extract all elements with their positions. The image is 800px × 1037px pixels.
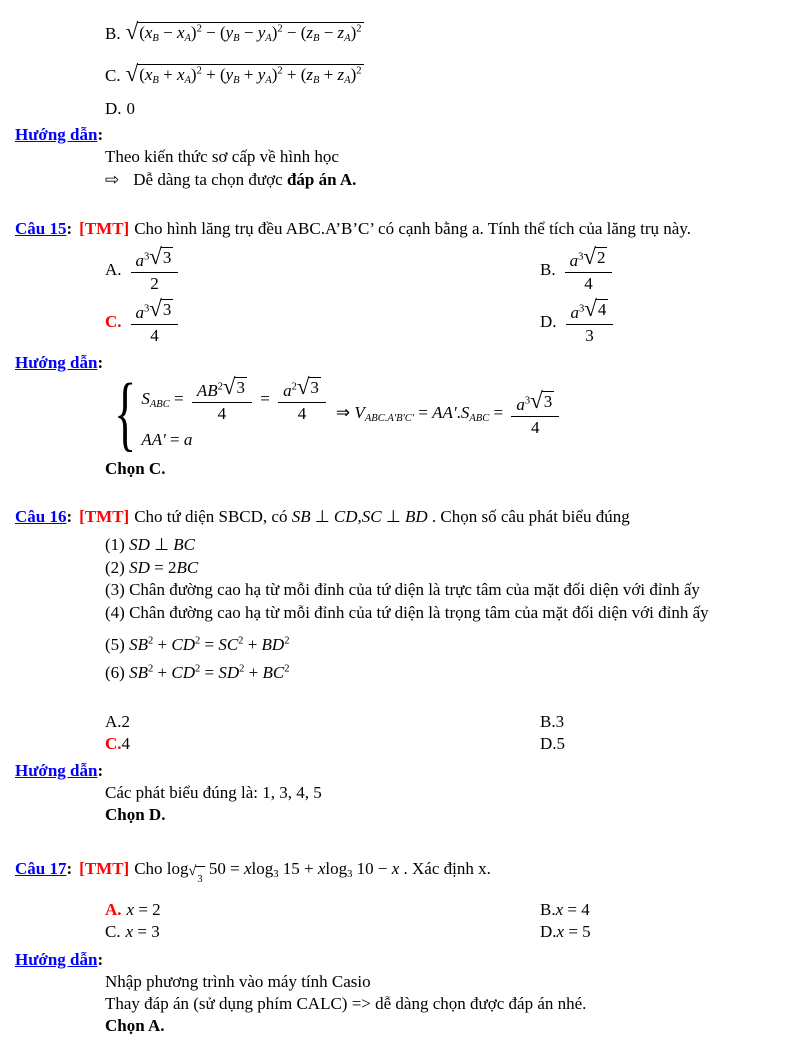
option-c-correct [105,296,800,348]
question-17-heading [15,856,800,893]
guide-heading [15,949,800,971]
option-a [105,711,800,733]
question-15-heading [15,218,800,240]
option-label: D. [540,921,557,941]
question-text: . Xác định x. [399,858,491,878]
statement-formula: (6) $SB^2 + CD^2 = SD^2 + BC^2$ [105,662,290,682]
option-value: 0 [126,99,136,118]
question-number: Câu 15 [15,219,67,238]
option-formula: √ $(x_B + x_A)^2 + (y_B + y_A)^2 + (z_B + z_A)^2$ [125,60,362,87]
statement-formula: (1) SD ⊥ BC [105,535,195,555]
option-d [540,733,565,755]
right-arrow-icon: ⇨ [105,170,120,189]
guide-line: Thay đáp án (sử dụng phím CALC) => dễ dàng chọn được đáp án nhé. [105,993,587,1013]
statement-5 [105,630,800,657]
guide-text: Dễ dàng ta chọn được [133,170,287,189]
guide-heading [15,760,800,782]
question-colon: : [66,507,73,527]
option-label: B. [540,711,556,731]
guide-label: Hướng dẫn [15,353,98,372]
question-colon: : [66,858,73,878]
guide-heading [15,124,800,146]
option-c [105,921,800,943]
option-label: C. [105,312,122,331]
question-number: Câu 16 [15,507,67,527]
guide-line: Nhập phương trình vào máy tính Casio [105,971,371,991]
conclusion: Chọn C. [105,459,166,479]
option-value: 4 [121,733,131,753]
question-formula: SB ⊥ CD,SC ⊥ BD [291,507,428,527]
option-d [540,296,617,348]
guide-label: Hướng dẫn [15,760,98,780]
option-label: C. [105,921,121,941]
solution-system [105,367,800,461]
option-label: A. [105,260,122,279]
option-b [540,244,616,296]
tmt-tag: [TMT] [79,858,130,878]
option-label: A. [105,711,122,731]
question-16-heading [15,506,800,528]
statement-1 [105,534,800,557]
option-formula: x = 2 [126,899,161,919]
guide-colon: : [97,125,104,144]
system-line-2: AA' = a [141,430,193,450]
question-number: Câu 17 [15,858,67,878]
system-equations [141,376,330,452]
q17-options-row-2 [0,921,800,943]
option-formula: √ $(x_B - x_A)^2 - (y_B - y_A)^2 - (z_B - z_A)^2$ [125,18,362,45]
question-text: Cho [134,858,167,878]
guide-answer: đáp án A. [286,170,357,189]
option-value: 2 [121,711,131,731]
option-b [540,711,564,733]
q16-options-row-1 [0,711,800,733]
option-label: D. [540,733,557,753]
option-b-row [105,14,800,54]
option-b [540,899,590,921]
option-d [540,921,591,943]
tmt-tag: [TMT] [79,219,130,238]
guide-label: Hướng dẫn [15,125,98,144]
tmt-tag: [TMT] [79,507,130,527]
question-colon: : [66,219,73,238]
question-text: . Chọn số câu phát biểu đúng [427,507,630,527]
q17-options-row-1 [0,899,800,921]
guide-colon: : [97,949,104,969]
conclusion: Chọn A. [105,1015,165,1035]
guide-line: Các phát biểu đúng là: 1, 3, 4, 5 [105,782,322,802]
system-result: ⇒ $V_{ABC.A'B'C'} = AA'.S_{ABC}$ = $a^3$ √ 3 4 [336,391,563,437]
option-label: B. [540,260,556,279]
option-d-row [105,98,800,120]
guide-colon: : [97,353,104,372]
statement-2 [105,557,800,580]
question-text: Cho tứ diện SBCD, có [134,507,292,527]
option-formula: x = 5 [556,921,591,941]
option-value: 5 [556,733,566,753]
q15-options-row-1 [0,244,800,296]
statement-6 [105,657,800,684]
statement-formula: (5) $SB^2 + CD^2 = SC^2 + BD^2$ [105,635,290,655]
option-label: D. [540,312,557,331]
option-a-correct [105,899,800,921]
conclusion: Chọn D. [105,804,166,824]
option-value: 3 [555,711,565,731]
question-text: Cho hình lăng trụ đều ABC.A’B’C’ có cạnh bằng a. Tính thể tích của lăng trụ này. [134,219,691,238]
q16-options-row-2 [0,733,800,755]
guide-line [105,168,800,192]
option-label: C. [105,733,122,753]
guide-colon: : [97,760,104,780]
option-a [105,244,800,296]
option-formula: $a^3$ √ 3 4 [127,299,183,345]
question-formula: log $_{√ 3}$ 50 = xlog$_3$ 15 + xlog$_3$ 10 − x [167,859,399,878]
option-formula: x = 4 [555,899,590,919]
statement-formula: (2) SD = 2BC [105,557,199,577]
option-label: C. [105,66,121,85]
option-c-correct [105,733,800,755]
guide-label: Hướng dẫn [15,949,98,969]
statement-3: (3) Chân đường cao hạ từ mỗi đỉnh của tứ diện là trực tâm của mặt đối diện với đỉnh ấy [105,580,700,600]
option-label: B. [540,899,556,919]
system-brace: { [114,367,137,461]
statement-4: (4) Chân đường cao hạ từ mỗi đỉnh của tứ diện là trọng tâm của mặt đối diện với đỉnh ấy [105,602,709,622]
q15-options-row-2 [0,296,800,348]
option-label: A. [105,899,122,919]
option-formula: $a^3$ √ 3 2 [127,247,183,293]
option-formula: $a^3$ √ 2 4 [561,247,617,293]
option-formula: x = 3 [125,921,160,941]
system-line-1: $S_{ABC}$ = $AB^2$ √ 3 4 = $a^2$ √ 3 4 [141,376,330,428]
guide-line: Theo kiến thức sơ cấp về hình học [105,147,339,166]
top-question-options [0,14,800,120]
option-label: B. [105,24,121,43]
option-label: D. [105,99,122,118]
option-c-row [105,56,800,96]
option-formula: $a^3$ √ 4 3 [562,299,618,345]
